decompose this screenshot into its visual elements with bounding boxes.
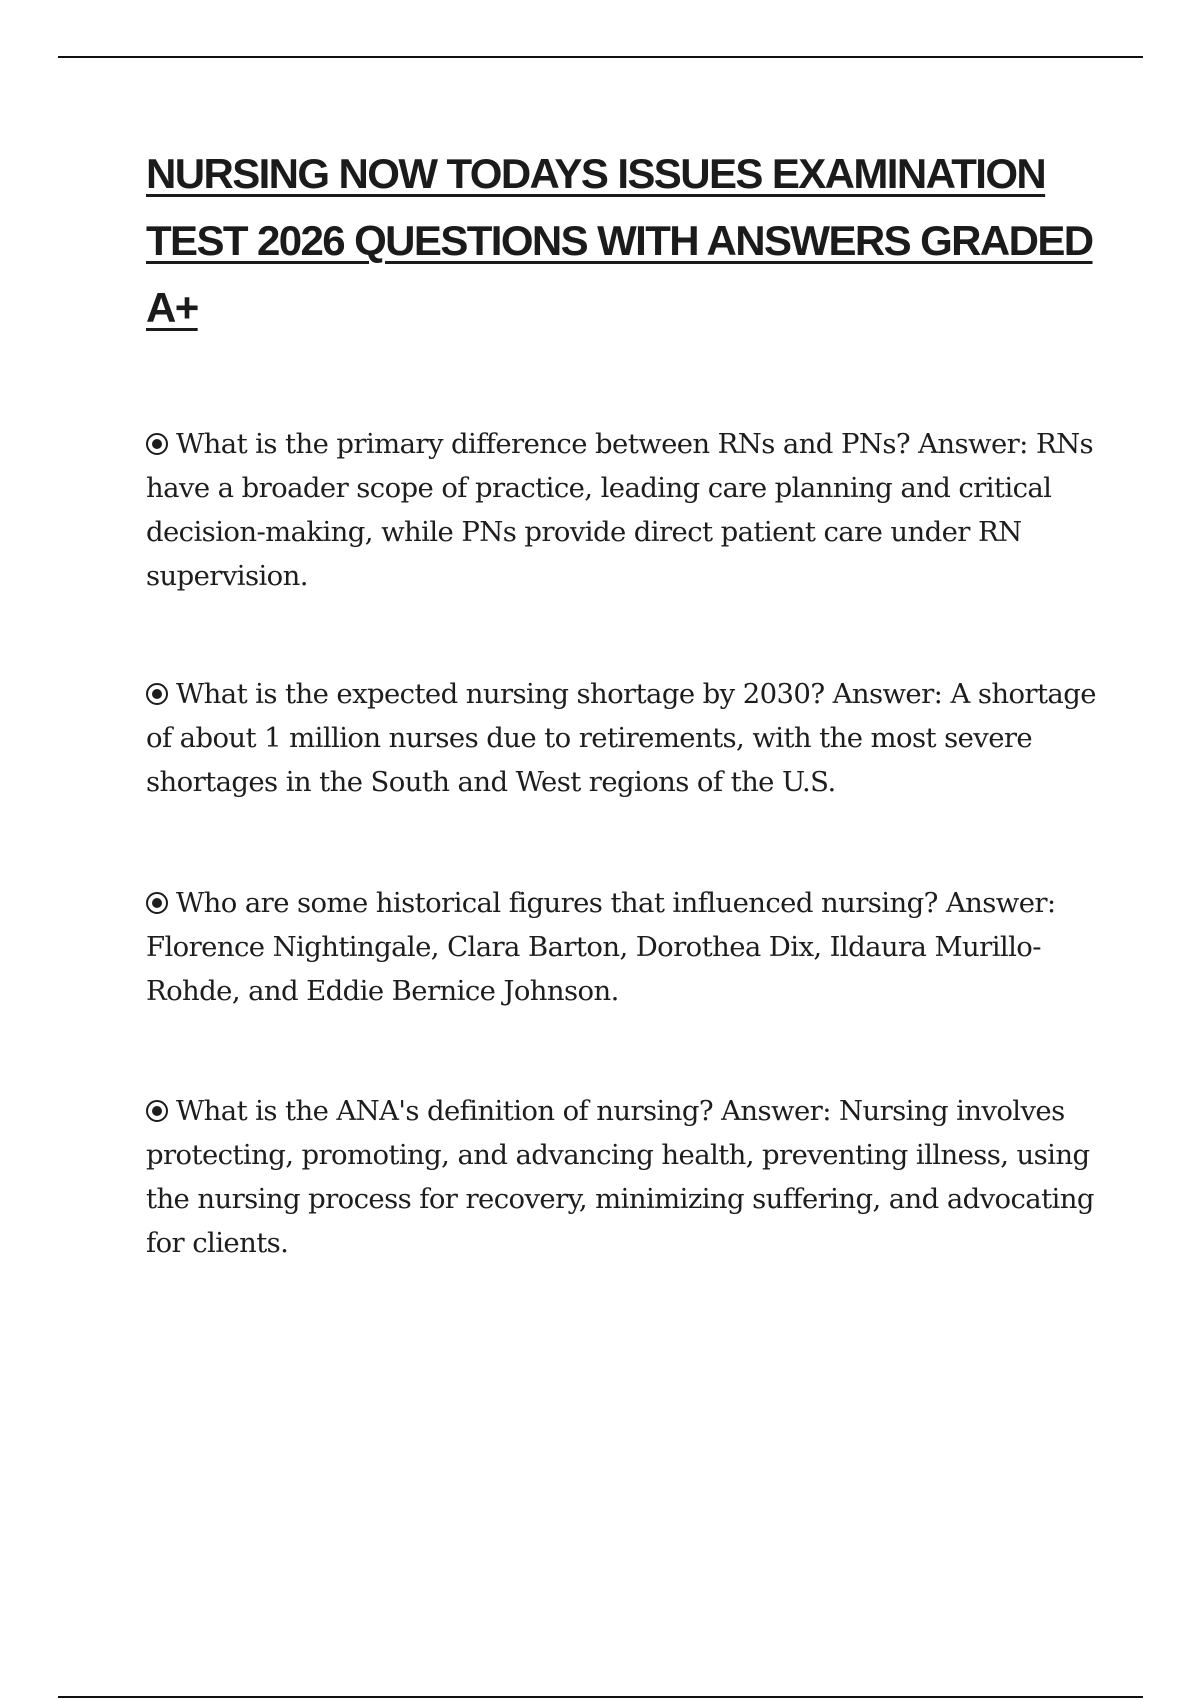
qa-item [146,672,1096,804]
radio-bullet-icon [146,1100,168,1122]
radio-bullet-icon [146,433,168,455]
qa-item-text: What is the primary difference between RNs and PNs? Answer: RNs have a broader scope of practice, leading care planning and critical decision-making, while PNs provide direct patient care under RN supervision. [146,428,1094,592]
bottom-divider [58,1696,1143,1698]
page-title [146,140,1106,341]
qa-item-text: What is the expected nursing shortage by 2030? Answer: A shortage of about 1 million nurses due to retirements, with the most severe shortages in the South and West regions of the U.S. [146,678,1096,798]
radio-bullet-icon [146,892,168,914]
qa-item-text: Who are some historical figures that influenced nursing? Answer: Florence Nightingale, Clara Barton, Dorothea Dix, Ildaura Murillo-Rohde, and Eddie Bernice Johnson. [146,887,1056,1007]
qa-item [146,422,1096,598]
page-title-text: NURSING NOW TODAYS ISSUES EXAMINATION TEST 2026 QUESTIONS WITH ANSWERS GRADED A+ [146,150,1093,331]
radio-bullet-icon [146,683,168,705]
qa-item [146,1089,1096,1265]
top-divider [58,56,1143,58]
qa-item [146,881,1096,1013]
qa-item-text: What is the ANA's definition of nursing? Answer: Nursing involves protecting, promoting, and advancing health, preventing illness, using the nursing process for recovery, minimizing suffering, and advocating for clients. [146,1095,1094,1259]
